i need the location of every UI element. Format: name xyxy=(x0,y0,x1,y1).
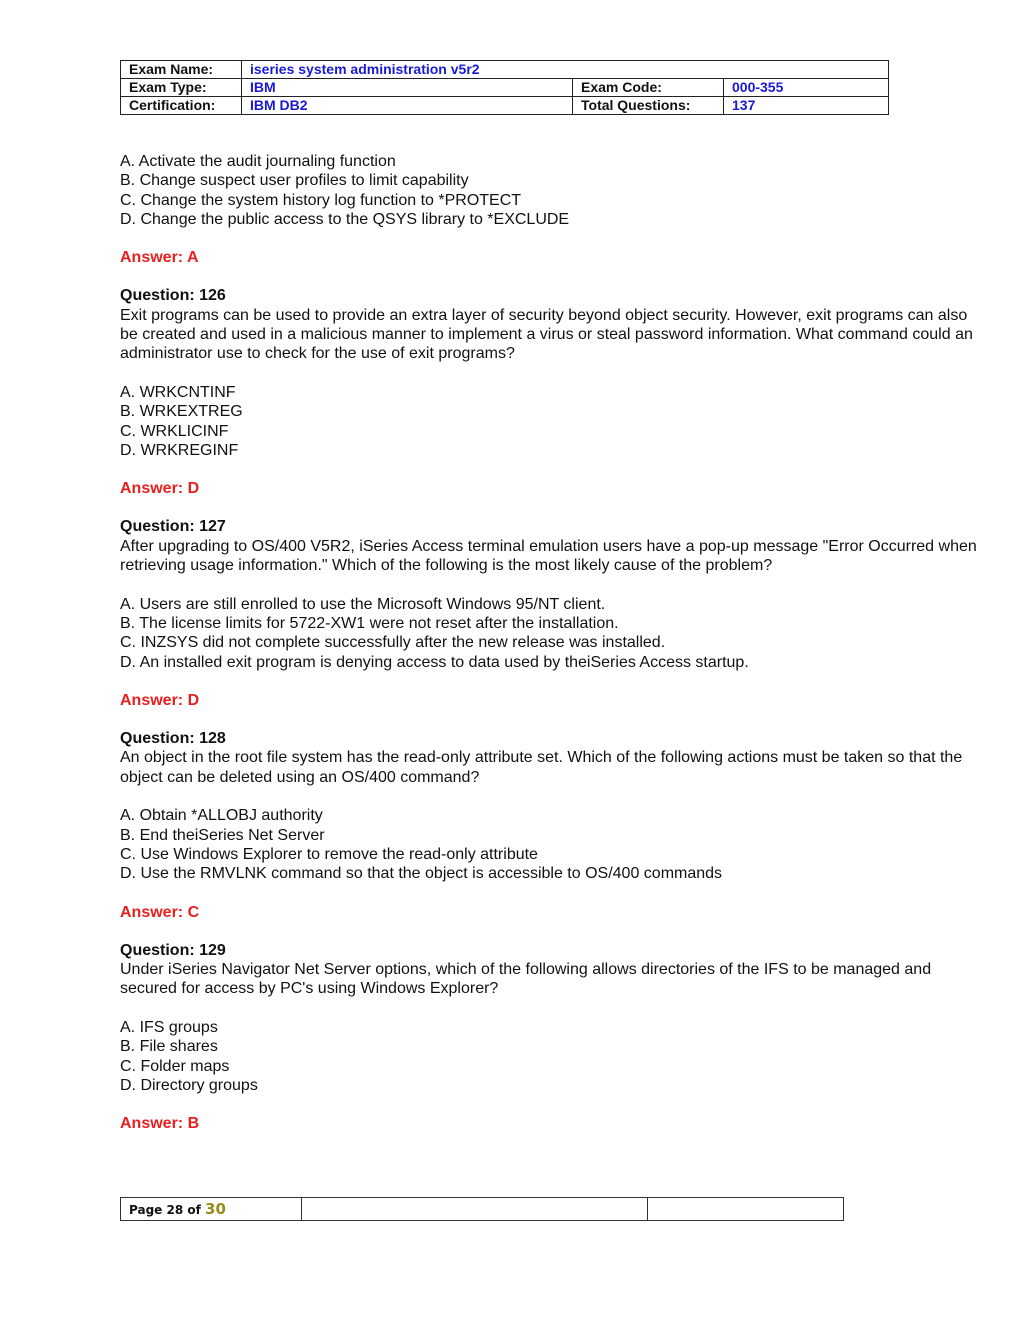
option: A. Activate the audit journaling function xyxy=(120,153,396,170)
option: D. Directory groups xyxy=(120,1076,258,1094)
option: B. Change suspect user profiles to limit capability xyxy=(120,172,469,190)
option: D. An installed exit program is denying access to data used by theiSeries Access startup. xyxy=(120,653,749,671)
exam-code-label: Exam Code: xyxy=(573,79,724,97)
option: A. WRKCNTINF xyxy=(120,383,236,401)
page-prefix: Page 28 of xyxy=(129,1203,201,1217)
answer: Answer: B xyxy=(120,1115,200,1133)
option: B. End theiSeries Net Server xyxy=(120,826,325,844)
option: D. Change the public access to the QSYS library to *EXCLUDE xyxy=(120,210,570,228)
option: A. Users are still enrolled to use the Microsoft Windows 95/NT client. xyxy=(120,595,606,613)
answer: Answer: D xyxy=(120,691,200,709)
answer: Answer: C xyxy=(120,903,200,921)
question-block xyxy=(120,517,980,710)
exam-info-table xyxy=(120,60,889,115)
option: C. INZSYS did not complete successfully after the new release was installed. xyxy=(120,634,666,652)
question-block xyxy=(120,941,980,1134)
option: D. WRKREGINF xyxy=(120,441,239,459)
option: A. IFS groups xyxy=(120,1018,218,1036)
question-text: After upgrading to OS/400 V5R2, iSeries Access terminal emulation users have a pop-up message "Error Occurred when retrieving usage information." Which of the following is the most likely cause of the problem? xyxy=(120,537,977,575)
question-block xyxy=(120,286,980,498)
question-text: Exit programs can be used to provide an extra layer of security beyond object security. However, exit programs can also be created and used in a malicious manner to implement a virus or steal password information. What command could an administrator use to check for the use of exit programs? xyxy=(120,306,973,363)
total-questions-value: 137 xyxy=(724,97,889,115)
option: C. WRKLICINF xyxy=(120,422,229,440)
option: B. WRKEXTREG xyxy=(120,403,243,421)
question-text: An object in the root file system has the read-only attribute set. Which of the following actions must be taken so that the object can be deleted using an OS/400 command? xyxy=(120,749,963,786)
option: C. Use Windows Explorer to remove the read-only attribute xyxy=(120,845,538,863)
page-total: 30 xyxy=(205,1200,226,1218)
answer: Answer: D xyxy=(120,480,200,498)
question-title: Question: 128 xyxy=(120,730,226,748)
question-title: Question: 127 xyxy=(120,518,226,536)
question-title: Question: 129 xyxy=(120,941,226,959)
footer-cell-right xyxy=(648,1198,844,1221)
option: B. File shares xyxy=(120,1038,218,1056)
certification-value: IBM DB2 xyxy=(242,97,573,115)
footer-cell-middle xyxy=(302,1198,648,1221)
option: D. Use the RMVLNK command so that the object is accessible to OS/400 commands xyxy=(120,865,723,883)
exam-type-value: IBM xyxy=(242,79,573,97)
exam-name-label: Exam Name: xyxy=(121,61,242,79)
exam-code-value: 000-355 xyxy=(724,79,889,97)
total-questions-label: Total Questions: xyxy=(573,97,724,115)
option: C. Change the system history log function to *PROTECT xyxy=(120,191,522,209)
question-title: Question: 126 xyxy=(120,287,226,305)
question-content xyxy=(120,152,980,1152)
exam-name-value: iseries system administration v5r2 xyxy=(242,61,889,79)
question-block xyxy=(120,729,980,922)
page-number xyxy=(121,1198,302,1221)
question-text: Under iSeries Navigator Net Server options, which of the following allows directories of the IFS to be managed and secured for access by PC's using Windows Explorer? xyxy=(120,961,932,998)
option: B. The license limits for 5722-XW1 were not reset after the installation. xyxy=(120,614,619,632)
exam-type-label: Exam Type: xyxy=(121,79,242,97)
answer: Answer: A xyxy=(120,249,199,267)
certification-label: Certification: xyxy=(121,97,242,115)
option: C. Folder maps xyxy=(120,1057,230,1075)
page-footer xyxy=(120,1197,844,1221)
option: A. Obtain *ALLOBJ authority xyxy=(120,807,323,825)
carryover-options xyxy=(120,152,980,229)
